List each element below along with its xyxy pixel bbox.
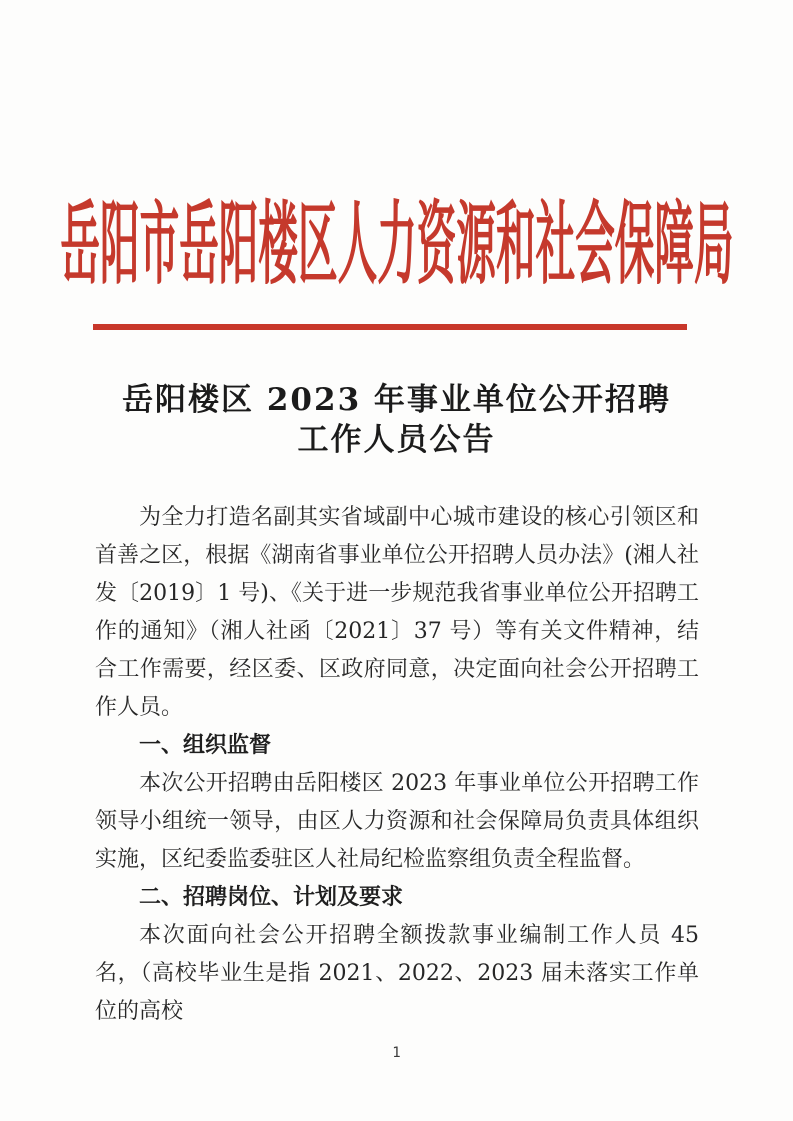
section-heading-organization-supervision: 一、组织监督 [139,733,272,758]
letterhead [0,191,793,297]
page-number: 1 [392,1045,401,1061]
letterhead-title: 岳阳市岳阳楼区人力资源和社会保障局 [59,191,734,297]
section2-paragraph: 本次面向社会公开招聘全额拨款事业编制工作人员 45 名，（高校毕业生是指 2021、2022、2023 届未落实工作单位的高校 [95,923,699,1024]
document-title [0,380,793,460]
document-title-line1: 岳阳楼区 2023 年事业单位公开招聘 [122,382,671,418]
document-title-line2: 工作人员公告 [297,422,496,458]
section1-paragraph: 本次公开招聘由岳阳楼区 2023 年事业单位公开招聘工作领导小组统一领导，由区人力资源和社会保障局负责具体组织实施，区纪委监委驻区人社局纪检监察组负责全程监督。 [95,771,699,872]
section-heading-positions-plan-requirements: 二、招聘岗位、计划及要求 [139,885,404,910]
intro-paragraph: 为全力打造名副其实省域副中心城市建设的核心引领区和首善之区，根据《湖南省事业单位公开招聘人员办法》(湘人社发〔2019〕1 号)、《关于进一步规范我省事业单位公开招聘工作的通知》（湘人社函〔2021〕37 号）等有关文件精神，结合工作需要，经区委、区政府同意，决定面向社会公开招聘工作人员。 [95,505,699,720]
document-body [95,499,699,1031]
red-divider-line [93,324,687,330]
